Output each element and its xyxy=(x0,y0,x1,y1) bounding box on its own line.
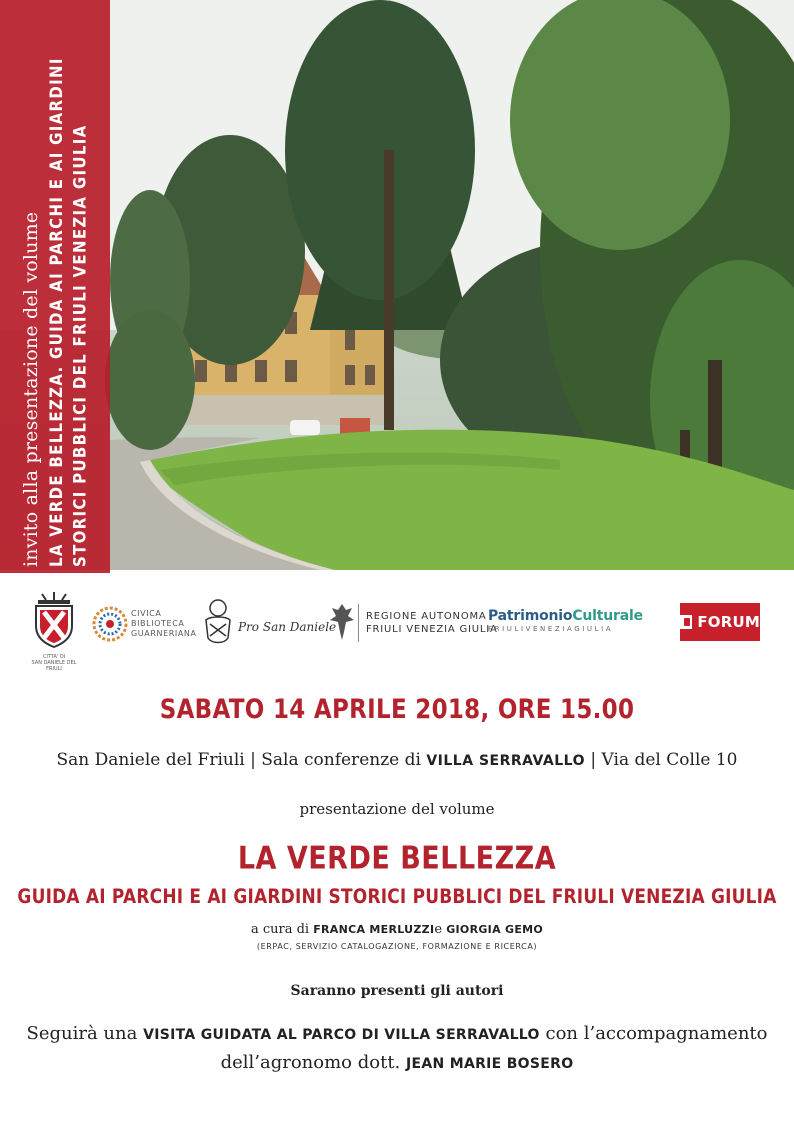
forum-text: FORUM xyxy=(697,613,760,631)
biblioteca-line-2: BIBLIOTECA xyxy=(131,619,185,628)
curators-prefix: a cura di xyxy=(250,922,310,937)
visit-line-2 xyxy=(0,1052,794,1073)
event-date: SABATO 14 APRILE 2018, ORE 15.00 xyxy=(159,695,635,725)
pro-san-daniele-logo xyxy=(200,598,337,652)
city-caption-1: CITTA' DI xyxy=(42,654,66,660)
place-part-2: | Via del Colle 10 xyxy=(590,750,738,770)
eagle-icon xyxy=(328,602,356,642)
forum-icon xyxy=(680,615,692,629)
visit-caps: VISITA GUIDATA AL PARCO DI VILLA SERRAVALLO xyxy=(143,1027,540,1043)
visit-part-1: Seguirà una xyxy=(26,1023,138,1044)
sponsor-logos xyxy=(20,590,774,670)
city-logo xyxy=(24,592,84,672)
pro-san-daniele-text: Pro San Daniele xyxy=(238,620,337,634)
book-subtitle: GUIDA AI PARCHI E AI GIARDINI STORICI PUBBLICI DEL FRIULI VENEZIA GIULIA xyxy=(17,885,777,909)
affiliation: (ERPAC, SERVIZIO CATALOGAZIONE, FORMAZIONE E RICERCA) xyxy=(256,942,538,951)
place-villa: VILLA SERRAVALLO xyxy=(426,753,585,769)
curator-1: FRANCA MERLUZZI xyxy=(313,923,435,936)
vertical-title xyxy=(10,7,100,567)
event-place xyxy=(0,750,794,770)
pro-loco-emblem-icon xyxy=(200,598,236,646)
visit-part-2: con l’accompagnamento xyxy=(545,1023,768,1044)
title-line-2: STORICI PUBBLICI DEL FRIULI VENEZIA GIULIA xyxy=(69,124,91,567)
patrimonio-sub: FRIULIVENEZIAGIULIA xyxy=(488,625,614,633)
curators-and: e xyxy=(434,922,443,937)
authors-note: Saranno presenti gli autori xyxy=(290,983,504,999)
culturale-word: Culturale xyxy=(572,608,643,624)
book-title: LA VERDE BELLEZZA xyxy=(237,840,557,877)
regione-logo xyxy=(328,602,498,646)
biblioteca-emblem-icon xyxy=(92,606,128,642)
agronomist-name: JEAN MARIE BOSERO xyxy=(406,1056,574,1072)
patrimonio-word: Patrimonio xyxy=(488,608,573,624)
biblioteca-line-3: GUARNERIANA xyxy=(131,629,197,638)
regione-line-2: FRIULI VENEZIA GIULIA xyxy=(366,624,498,635)
city-caption-2: SAN DANIELE DEL FRIULI xyxy=(31,660,77,672)
invite-line: invito alla presentazione del volume xyxy=(20,211,42,567)
biblioteca-line-1: CIVICA xyxy=(131,609,162,618)
presentation-label: presentazione del volume xyxy=(299,800,495,818)
agronomist-prefix: dell’agronomo dott. xyxy=(220,1052,401,1073)
curators xyxy=(0,922,794,937)
title-line-1: LA VERDE BELLEZZA. GUIDA AI PARCHI E AI GIARDINI xyxy=(45,57,67,567)
place-part-1: San Daniele del Friuli | Sala conferenze di xyxy=(56,750,421,770)
coat-of-arms-icon xyxy=(24,592,84,648)
curator-2: GIORGIA GEMO xyxy=(446,923,544,936)
biblioteca-logo xyxy=(92,604,202,648)
regione-line-1: REGIONE AUTONOMA xyxy=(366,611,487,622)
forum-logo xyxy=(680,603,760,641)
regione-divider xyxy=(358,604,359,642)
patrimonio-culturale-logo xyxy=(488,608,658,642)
visit-line-1 xyxy=(0,1023,794,1044)
